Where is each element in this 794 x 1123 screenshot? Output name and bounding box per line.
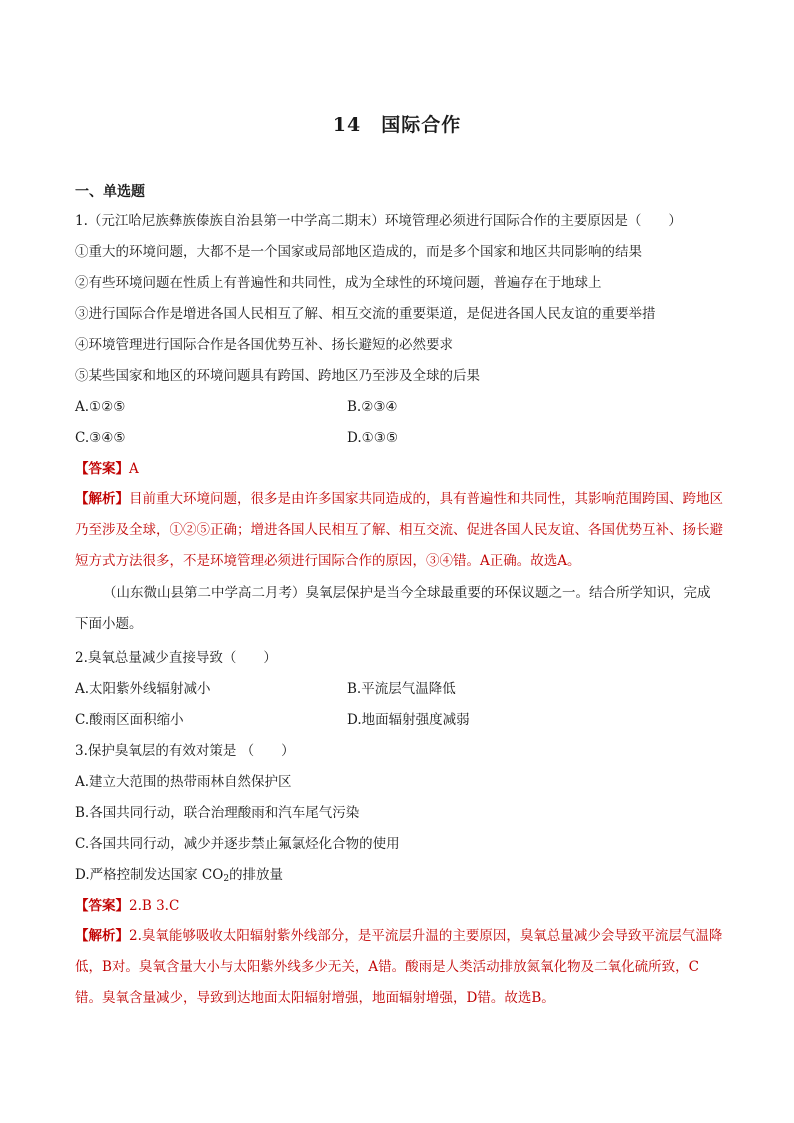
analysis-text-part-2: ①②⑤正确；增进各国人民相互了解、相互交流、促进各国人民友谊、各国优势互补、扬长避短方式方法很多，不是环境管理必须进行国际合作的原因，③④错。A正确。故选A。	[75, 522, 723, 569]
question-2-option-a: A.太阳紫外线辐射减小	[75, 681, 211, 697]
analysis-tag: 【解析】	[75, 928, 129, 944]
question-1-option-b: B.②③④	[347, 399, 398, 415]
section-heading: 一、单选题	[75, 184, 145, 200]
answer-value: A	[129, 461, 139, 477]
question-1-item-3: ③进行国际合作是增进各国人民相互了解、相互交流的重要渠道，是促进各国人民友谊的重要举措	[75, 306, 656, 322]
shared-question-stem: （山东微山县第二中学高二月考）臭氧层保护是当今全球最重要的环保议题之一。结合所学知识，完成下面小题。	[75, 585, 711, 632]
option-d-text-end: 的排放量	[229, 867, 284, 883]
question-2-option-b: B.平流层气温降低	[347, 681, 456, 697]
question-2-option-c: C.酸雨区面积缩小	[75, 712, 184, 728]
question-1-item-4: ④环境管理进行国际合作是各国优势互补、扬长避短的必然要求	[75, 337, 453, 353]
question-3-option-a: A.建立大范围的热带雨林自然保护区	[75, 774, 292, 790]
question-1-option-d: D.①③⑤	[347, 430, 398, 446]
analysis-tag: 【解析】	[75, 491, 129, 507]
option-d-text: D.严格控制发达国家 CO	[75, 867, 224, 883]
page-title: 14 国际合作	[332, 114, 462, 136]
question-1-item-2: ②有些环境问题在性质上有普遍性和共同性，成为全球性的环境问题，普遍存在于地球上	[75, 275, 602, 291]
question-1-analysis	[75, 484, 723, 577]
question-1-option-c: C.③④⑤	[75, 430, 126, 446]
question-1-answer	[75, 459, 725, 479]
question-1-option-a: A.①②⑤	[75, 399, 126, 415]
question-3-option-b: B.各国共同行动，联合治理酸雨和汽车尾气污染	[75, 805, 360, 821]
analysis-text-part-1: 目前重大环境问题，很多是由许多国家共同造成的，具有普遍性和共同性，其影响范围跨国、跨地区乃至涉及全球，	[75, 491, 723, 538]
question-1-item-5: ⑤某些国家和地区的环境问题具有跨国、跨地区乃至涉及全球的后果	[75, 368, 480, 384]
answer-tag: 【答案】	[75, 461, 129, 477]
question-3-stem: 3.保护臭氧层的有效对策是 （ ）	[75, 743, 295, 759]
questions-2-3-answer	[75, 896, 725, 916]
analysis-text: 2.臭氧能够吸收太阳辐射紫外线部分，是平流层升温的主要原因，臭氧总量减少会导致平流层气温降低，B对。臭氧含量大小与太阳紫外线多少无关，A错。酸雨是人类活动排放氮氧化物及二氧化硫所致，C错。臭氧含量减少，导致到达地面太阳辐射增强，地面辐射增强，D错。故选B。	[75, 928, 723, 1006]
question-3-option-d	[75, 865, 725, 889]
question-1-item-1: ①重大的环境问题，大都不是一个国家或局部地区造成的，而是多个国家和地区共同影响的结果	[75, 244, 642, 260]
question-3-option-c: C.各国共同行动，减少并逐步禁止氟氯烃化合物的使用	[75, 836, 400, 852]
question-1-stem: 1.（元江哈尼族彝族傣族自治县第一中学高二期末）环境管理必须进行国际合作的主要原因是（ ）	[75, 213, 682, 229]
question-2-stem: 2.臭氧总量减少直接导致（ ）	[75, 650, 277, 666]
question-2-option-d: D.地面辐射强度减弱	[347, 712, 470, 728]
answer-value: 2.B 3.C	[129, 898, 180, 914]
answer-tag: 【答案】	[75, 898, 129, 914]
questions-2-3-analysis	[75, 921, 723, 1014]
option-d-subscript: 2	[223, 874, 230, 884]
